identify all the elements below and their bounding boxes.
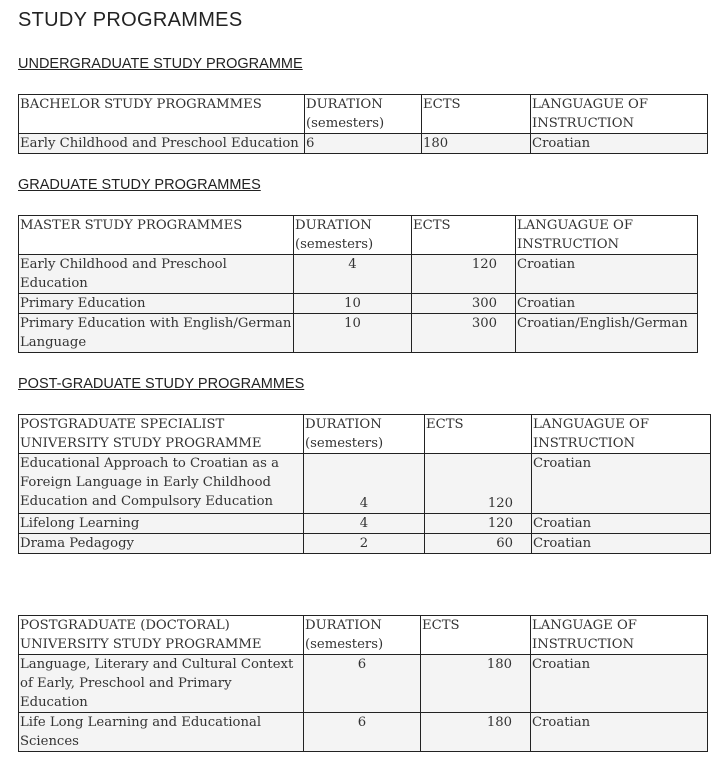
table-row <box>19 134 708 154</box>
table-row <box>19 454 711 514</box>
col-header-ects: ECTS <box>425 415 532 454</box>
duration-value: 4 <box>294 255 412 294</box>
undergraduate-heading: UNDERGRADUATE STUDY PROGRAMME <box>18 56 303 72</box>
duration-value: 4 <box>304 454 425 514</box>
table-row <box>19 255 698 294</box>
col-header-ects: ECTS <box>412 216 516 255</box>
table-header-row <box>19 216 698 255</box>
ects-value: 60 <box>425 534 532 554</box>
programme-name: Life Long Learning and Educational Sciences <box>19 713 304 752</box>
programme-name: Primary Education with English/German Language <box>19 314 294 353</box>
language-value: Croatian/English/German <box>516 314 698 353</box>
col-header-language: LANGUAGUE OF INSTRUCTION <box>531 95 708 134</box>
programme-name: Educational Approach to Croatian as a Foreign Language in Early Childhood Education and Compulsory Education <box>19 454 304 514</box>
duration-value: 2 <box>304 534 425 554</box>
duration-value: 4 <box>304 514 425 534</box>
table-header-row <box>19 95 708 134</box>
col-header-duration: DURATION (semesters) <box>304 616 421 655</box>
programme-name: Drama Pedagogy <box>19 534 304 554</box>
duration-value: 6 <box>304 713 421 752</box>
postgraduate-heading: POST-GRADUATE STUDY PROGRAMMES <box>18 376 305 392</box>
table-row <box>19 514 711 534</box>
col-header-language: LANGUAGE OF INSTRUCTION <box>531 616 708 655</box>
table-header-row <box>19 616 708 655</box>
ects-value: 120 <box>425 514 532 534</box>
table-row <box>19 713 708 752</box>
language-value: Croatian <box>532 534 711 554</box>
table-row <box>19 294 698 314</box>
col-header-programme: MASTER STUDY PROGRAMMES <box>19 216 294 255</box>
table-row <box>19 534 711 554</box>
col-header-duration: DURATION (semesters) <box>304 415 425 454</box>
col-header-duration: DURATION (semesters) <box>294 216 412 255</box>
ects-value: 300 <box>412 294 516 314</box>
doctoral-table <box>18 615 708 752</box>
duration-value: 6 <box>305 134 422 154</box>
col-header-duration: DURATION (semesters) <box>305 95 422 134</box>
table-row <box>19 314 698 353</box>
ects-value: 180 <box>421 713 531 752</box>
ects-value: 180 <box>422 134 531 154</box>
specialist-table <box>18 414 711 554</box>
table-header-row <box>19 415 711 454</box>
ects-value: 180 <box>421 655 531 713</box>
table-row <box>19 655 708 713</box>
programme-name: Early Childhood and Preschool Education <box>19 134 305 154</box>
master-table <box>18 215 698 353</box>
language-value: Croatian <box>531 655 708 713</box>
col-header-programme: POSTGRADUATE SPECIALIST UNIVERSITY STUDY PROGRAMME <box>19 415 304 454</box>
ects-value: 120 <box>425 454 532 514</box>
col-header-programme: BACHELOR STUDY PROGRAMMES <box>19 95 305 134</box>
page-title: STUDY PROGRAMMES <box>18 9 243 31</box>
language-value: Croatian <box>532 514 711 534</box>
programme-name: Primary Education <box>19 294 294 314</box>
language-value: Croatian <box>531 134 708 154</box>
graduate-heading: GRADUATE STUDY PROGRAMMES <box>18 177 261 193</box>
language-value: Croatian <box>531 713 708 752</box>
language-value: Croatian <box>516 294 698 314</box>
language-value: Croatian <box>532 454 711 514</box>
duration-value: 6 <box>304 655 421 713</box>
programme-name: Language, Literary and Cultural Context of Early, Preschool and Primary Education <box>19 655 304 713</box>
programme-name: Early Childhood and Preschool Education <box>19 255 294 294</box>
col-header-language: LANGUAGUE OF INSTRUCTION <box>516 216 698 255</box>
col-header-language: LANGUAGUE OF INSTRUCTION <box>532 415 711 454</box>
ects-value: 300 <box>412 314 516 353</box>
col-header-ects: ECTS <box>421 616 531 655</box>
duration-value: 10 <box>294 294 412 314</box>
col-header-programme: POSTGRADUATE (DOCTORAL) UNIVERSITY STUDY PROGRAMME <box>19 616 304 655</box>
bachelor-table <box>18 94 708 154</box>
language-value: Croatian <box>516 255 698 294</box>
programme-name: Lifelong Learning <box>19 514 304 534</box>
col-header-ects: ECTS <box>422 95 531 134</box>
ects-value: 120 <box>412 255 516 294</box>
duration-value: 10 <box>294 314 412 353</box>
